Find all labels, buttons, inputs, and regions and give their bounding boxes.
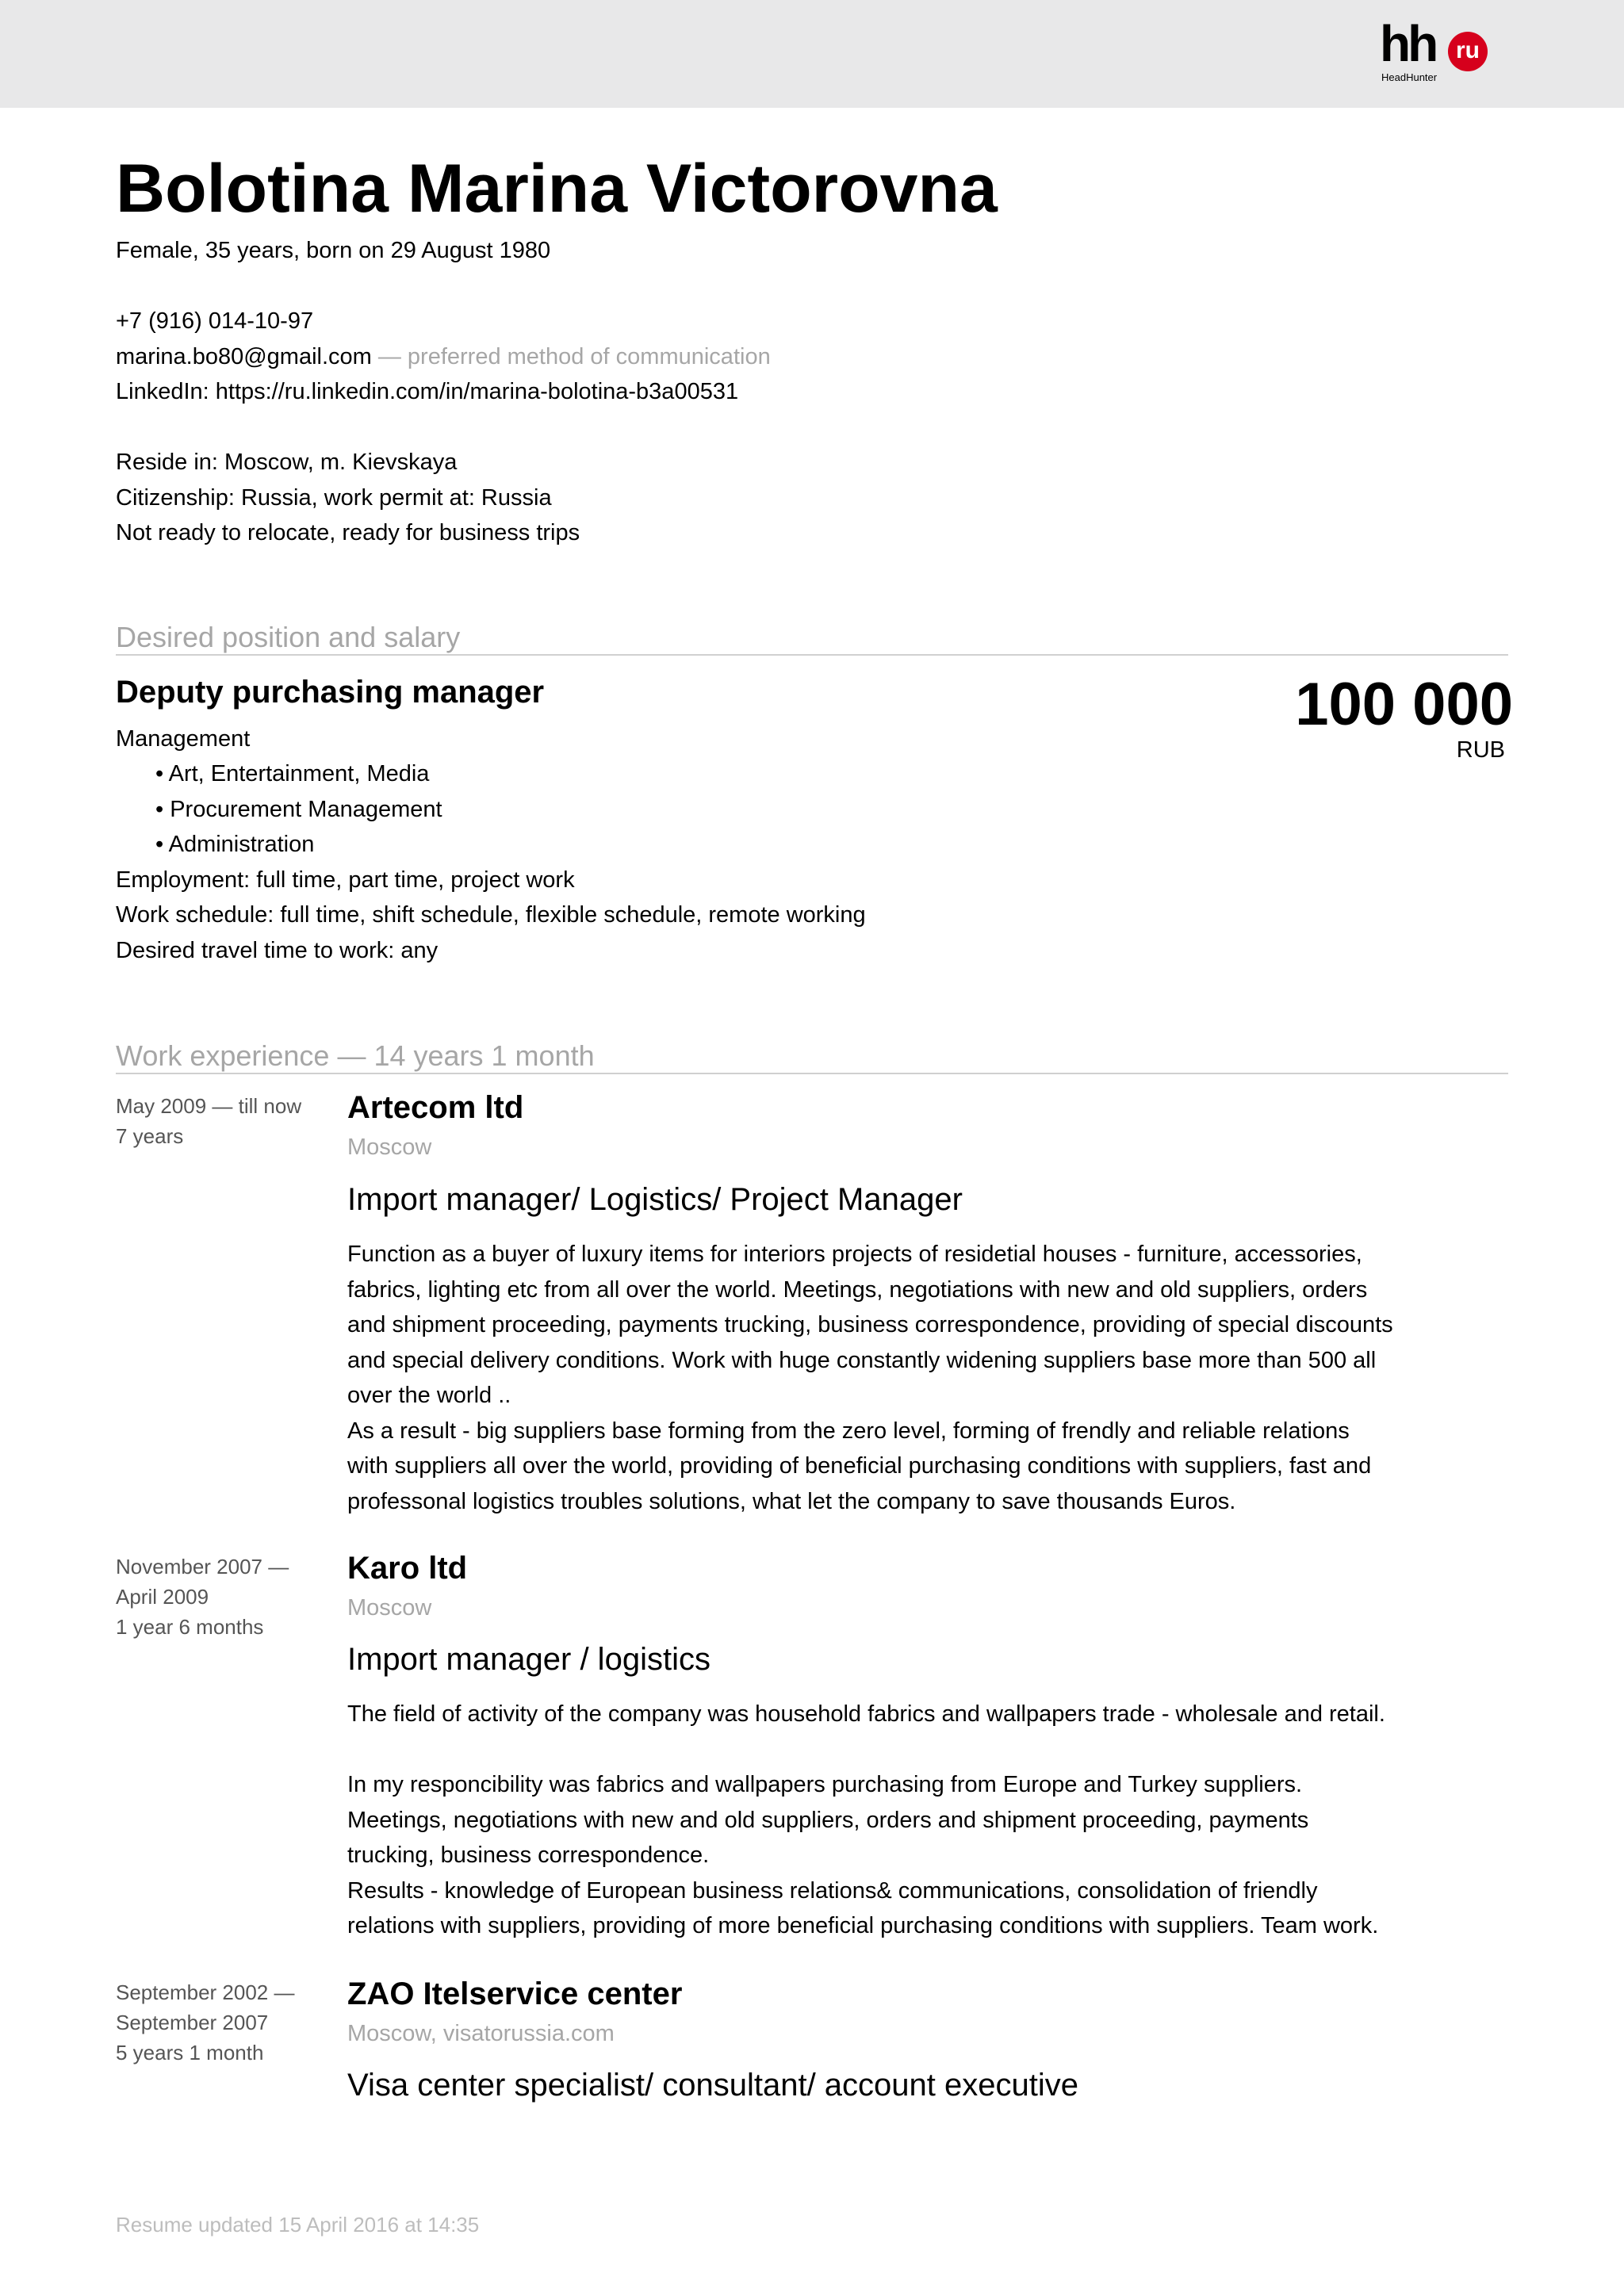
description-line: with suppliers all over the world, providing of beneficial purchasing conditions with suppliers, fast and xyxy=(347,1453,1372,1479)
company-location: Moscow xyxy=(347,1595,432,1621)
demographics: Female, 35 years, born on 29 August 1980 xyxy=(116,238,551,263)
citizenship: Citizenship: Russia, work permit at: Russia xyxy=(116,485,552,511)
salary-currency: RUB xyxy=(1456,737,1505,763)
logo-ru-badge: ru xyxy=(1448,32,1488,71)
job-duration: 7 years xyxy=(116,1124,184,1148)
employment-type: Employment: full time, part time, project work xyxy=(116,867,575,893)
description-line: and special delivery conditions. Work with huge constantly widening suppliers base more than 500 all xyxy=(347,1347,1377,1373)
salary-amount: 100 000 xyxy=(1295,671,1513,738)
email-line xyxy=(116,339,771,374)
email-link[interactable]: marina.bo80@gmail.com xyxy=(116,344,372,369)
header-bar xyxy=(0,0,1624,108)
description-line: fabrics, lighting etc from all over the world. Meetings, negotiations with new and old suppliers, orders xyxy=(347,1276,1368,1303)
job-title: Import manager / logistics xyxy=(347,1642,710,1677)
description-line: The field of activity of the company was household fabrics and wallpapers trade - wholesale and retail. xyxy=(347,1701,1385,1727)
job-duration: 1 year 6 months xyxy=(116,1615,264,1639)
specialization-item: • Administration xyxy=(155,832,315,857)
company-location: Moscow xyxy=(347,1135,432,1160)
resume-updated-note: Resume updated 15 April 2016 at 14:35 xyxy=(116,2213,480,2237)
company-location[interactable]: Moscow, visatorussia.com xyxy=(347,2021,615,2046)
description-line: over the world .. xyxy=(347,1383,511,1408)
description-line: Results - knowledge of European business relations& communications, consolidation of friendly xyxy=(347,1877,1318,1904)
company-name: Artecom ltd xyxy=(347,1090,524,1125)
company-name: Karo ltd xyxy=(347,1551,468,1586)
travel-time: Desired travel time to work: any xyxy=(116,938,439,963)
job-description xyxy=(347,1697,1473,1944)
specialization-item: • Art, Entertainment, Media xyxy=(155,761,430,786)
description-line: Function as a buyer of luxury items for interiors projects of residetial houses - furniture, accessories, xyxy=(347,1242,1362,1267)
professional-area: Management xyxy=(116,726,251,752)
job-period-start: November 2007 — xyxy=(116,1555,289,1578)
candidate-name: Bolotina Marina Victorovna xyxy=(116,151,998,227)
description-line: As a result - big suppliers base forming from the zero level, forming of frendly and reliable relations xyxy=(347,1418,1350,1444)
residence: Reside in: Moscow, m. Kievskaya xyxy=(116,450,458,475)
description-line: Meetings, negotiations with new and old suppliers, orders and shipment proceeding, payments xyxy=(347,1807,1309,1833)
description-line: In my responcibility was fabrics and wallpapers purchasing from Europe and Turkey suppliers. xyxy=(347,1772,1303,1797)
specialization-item: • Procurement Management xyxy=(155,797,442,822)
job-dates xyxy=(116,1977,330,2068)
phone-number[interactable]: +7 (916) 014-10-97 xyxy=(116,308,314,334)
job-description xyxy=(347,1237,1473,1519)
job-duration: 5 years 1 month xyxy=(116,2041,264,2064)
section-divider xyxy=(116,1073,1508,1074)
desired-position: Deputy purchasing manager xyxy=(116,675,545,710)
email-note: — preferred method of communication xyxy=(371,344,771,369)
section-title-work-experience: Work experience — 14 years 1 month xyxy=(116,1039,595,1072)
job-title: Import manager/ Logistics/ Project Manager xyxy=(347,1182,963,1217)
logo-hh-text: hh xyxy=(1380,15,1436,72)
job-period-end: September 2007 xyxy=(116,2011,269,2034)
description-line: relations with suppliers, providing of more beneficial purchasing conditions with suppliers. Team work. xyxy=(347,1913,1379,1938)
linkedin-link[interactable]: LinkedIn: https://ru.linkedin.com/in/marina-bolotina-b3a00531 xyxy=(116,379,739,404)
section-divider xyxy=(116,654,1508,656)
relocation: Not ready to relocate, ready for business trips xyxy=(116,520,580,545)
logo-caption: HeadHunter xyxy=(1381,71,1438,83)
description-line: trucking, business correspondence. xyxy=(347,1843,710,1868)
job-dates xyxy=(116,1091,330,1151)
job-period-end: April 2009 xyxy=(116,1585,209,1609)
job-period: May 2009 — till now xyxy=(116,1094,302,1118)
job-period-start: September 2002 — xyxy=(116,1980,295,2004)
description-line: and shipment proceeding, payments trucking, business correspondence, providing of special discounts xyxy=(347,1312,1393,1337)
work-schedule: Work schedule: full time, shift schedule, flexible schedule, remote working xyxy=(116,902,866,928)
job-title: Visa center specialist/ consultant/ account executive xyxy=(347,2068,1078,2103)
job-dates xyxy=(116,1552,330,1642)
headhunter-logo[interactable] xyxy=(1380,15,1499,87)
section-title-desired-position: Desired position and salary xyxy=(116,621,461,653)
description-line: professonal logistics troubles solutions, what let the company to save thousands Euros. xyxy=(347,1488,1236,1514)
company-name: ZAO Itelservice center xyxy=(347,1976,683,2011)
description-line xyxy=(347,1732,1473,1768)
